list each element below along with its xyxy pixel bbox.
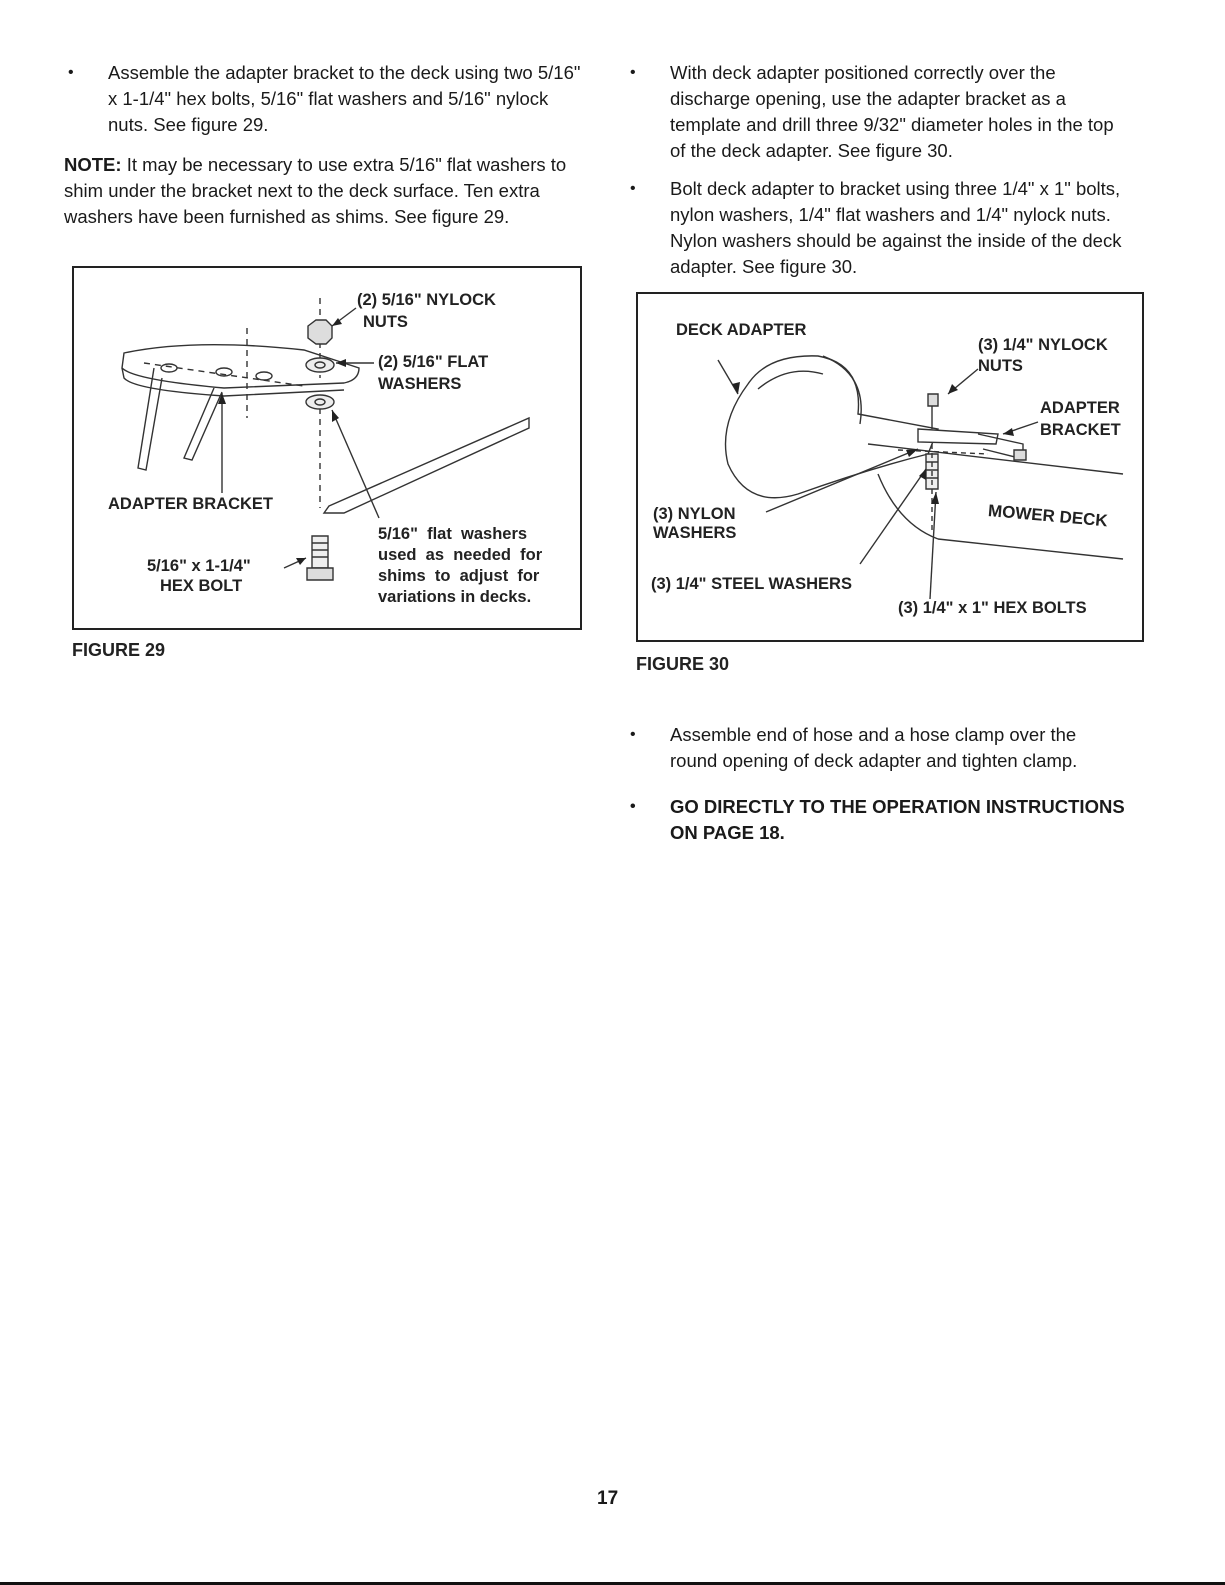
figure-30 [636,292,1144,642]
label-mower-deck: MOWER DECK [987,500,1109,531]
instruction-drill-holes: • With deck adapter positioned correctly over the discharge opening, use the adapter bracket as a template and drill three 9/32" diameter holes in the top of the deck adapter. See figure 30. [626,60,1126,164]
figure-29-caption: FIGURE 29 [72,640,166,660]
label-steel-washers: (3) 1/4" STEEL WASHERS [651,575,852,593]
right-column-top [626,60,1126,280]
label-shims-2: used as needed for [378,546,543,564]
label-shims-4: variations in decks. [378,588,532,606]
instruction-assemble-bracket: • Assemble the adapter bracket to the deck using two 5/16" x 1-1/4" hex bolts, 5/16" flat washers and 5/16" nylock nuts. See figure 29. [64,60,584,138]
label-hex-bolt-1: 5/16" x 1-1/4" [147,557,251,575]
label-hex-bolts: (3) 1/4" x 1" HEX BOLTS [898,599,1087,617]
label-deck-adapter: DECK ADAPTER [676,321,807,339]
label-nylock-nuts-1: (3) 1/4" NYLOCK [978,336,1108,354]
label-adapter-bracket-2: BRACKET [1040,421,1121,439]
label-adapter-bracket-1: ADAPTER [1040,399,1120,417]
figure-30-caption: FIGURE 30 [636,654,730,674]
label-nylock-nuts-1: (2) 5/16" NYLOCK [357,291,496,309]
page-number: 17 [597,1488,619,1509]
note-label: NOTE: [64,154,122,175]
note-paragraph [64,152,584,230]
note-text: It may be necessary to use extra 5/16" flat washers to shim under the bracket next to the deck surface. Ten extra washers have been furnished as shims. See figure 29. [64,154,567,227]
label-adapter-bracket: ADAPTER BRACKET [108,495,273,513]
label-flat-washers-1: (2) 5/16" FLAT [378,353,489,371]
left-column [64,60,584,230]
instruction-bolt-adapter: • Bolt deck adapter to bracket using three 1/4" x 1" bolts, nylon washers, 1/4" flat washers and 1/4" nylock nuts. Nylon washers should be against the inside of the deck adapter. See figure 30. [626,176,1126,280]
label-nylock-nuts-2: NUTS [978,357,1023,375]
label-flat-washers-2: WASHERS [378,375,462,393]
instruction-go-to-operation: • GO DIRECTLY TO THE OPERATION INSTRUCTIONS ON PAGE 18. [626,794,1126,846]
label-shims-3: shims to adjust for [378,567,540,585]
label-nylock-nuts-2: NUTS [363,313,408,331]
label-nylon-washers-1: (3) NYLON [653,505,736,523]
label-shims-1: 5/16" flat washers [378,525,528,543]
label-hex-bolt-2: HEX BOLT [160,577,243,595]
right-column-bottom [626,722,1126,846]
label-nylon-washers-2: WASHERS [653,524,737,542]
instruction-assemble-hose: • Assemble end of hose and a hose clamp over the round opening of deck adapter and tighten clamp. [626,722,1126,774]
figure-29 [72,266,582,630]
